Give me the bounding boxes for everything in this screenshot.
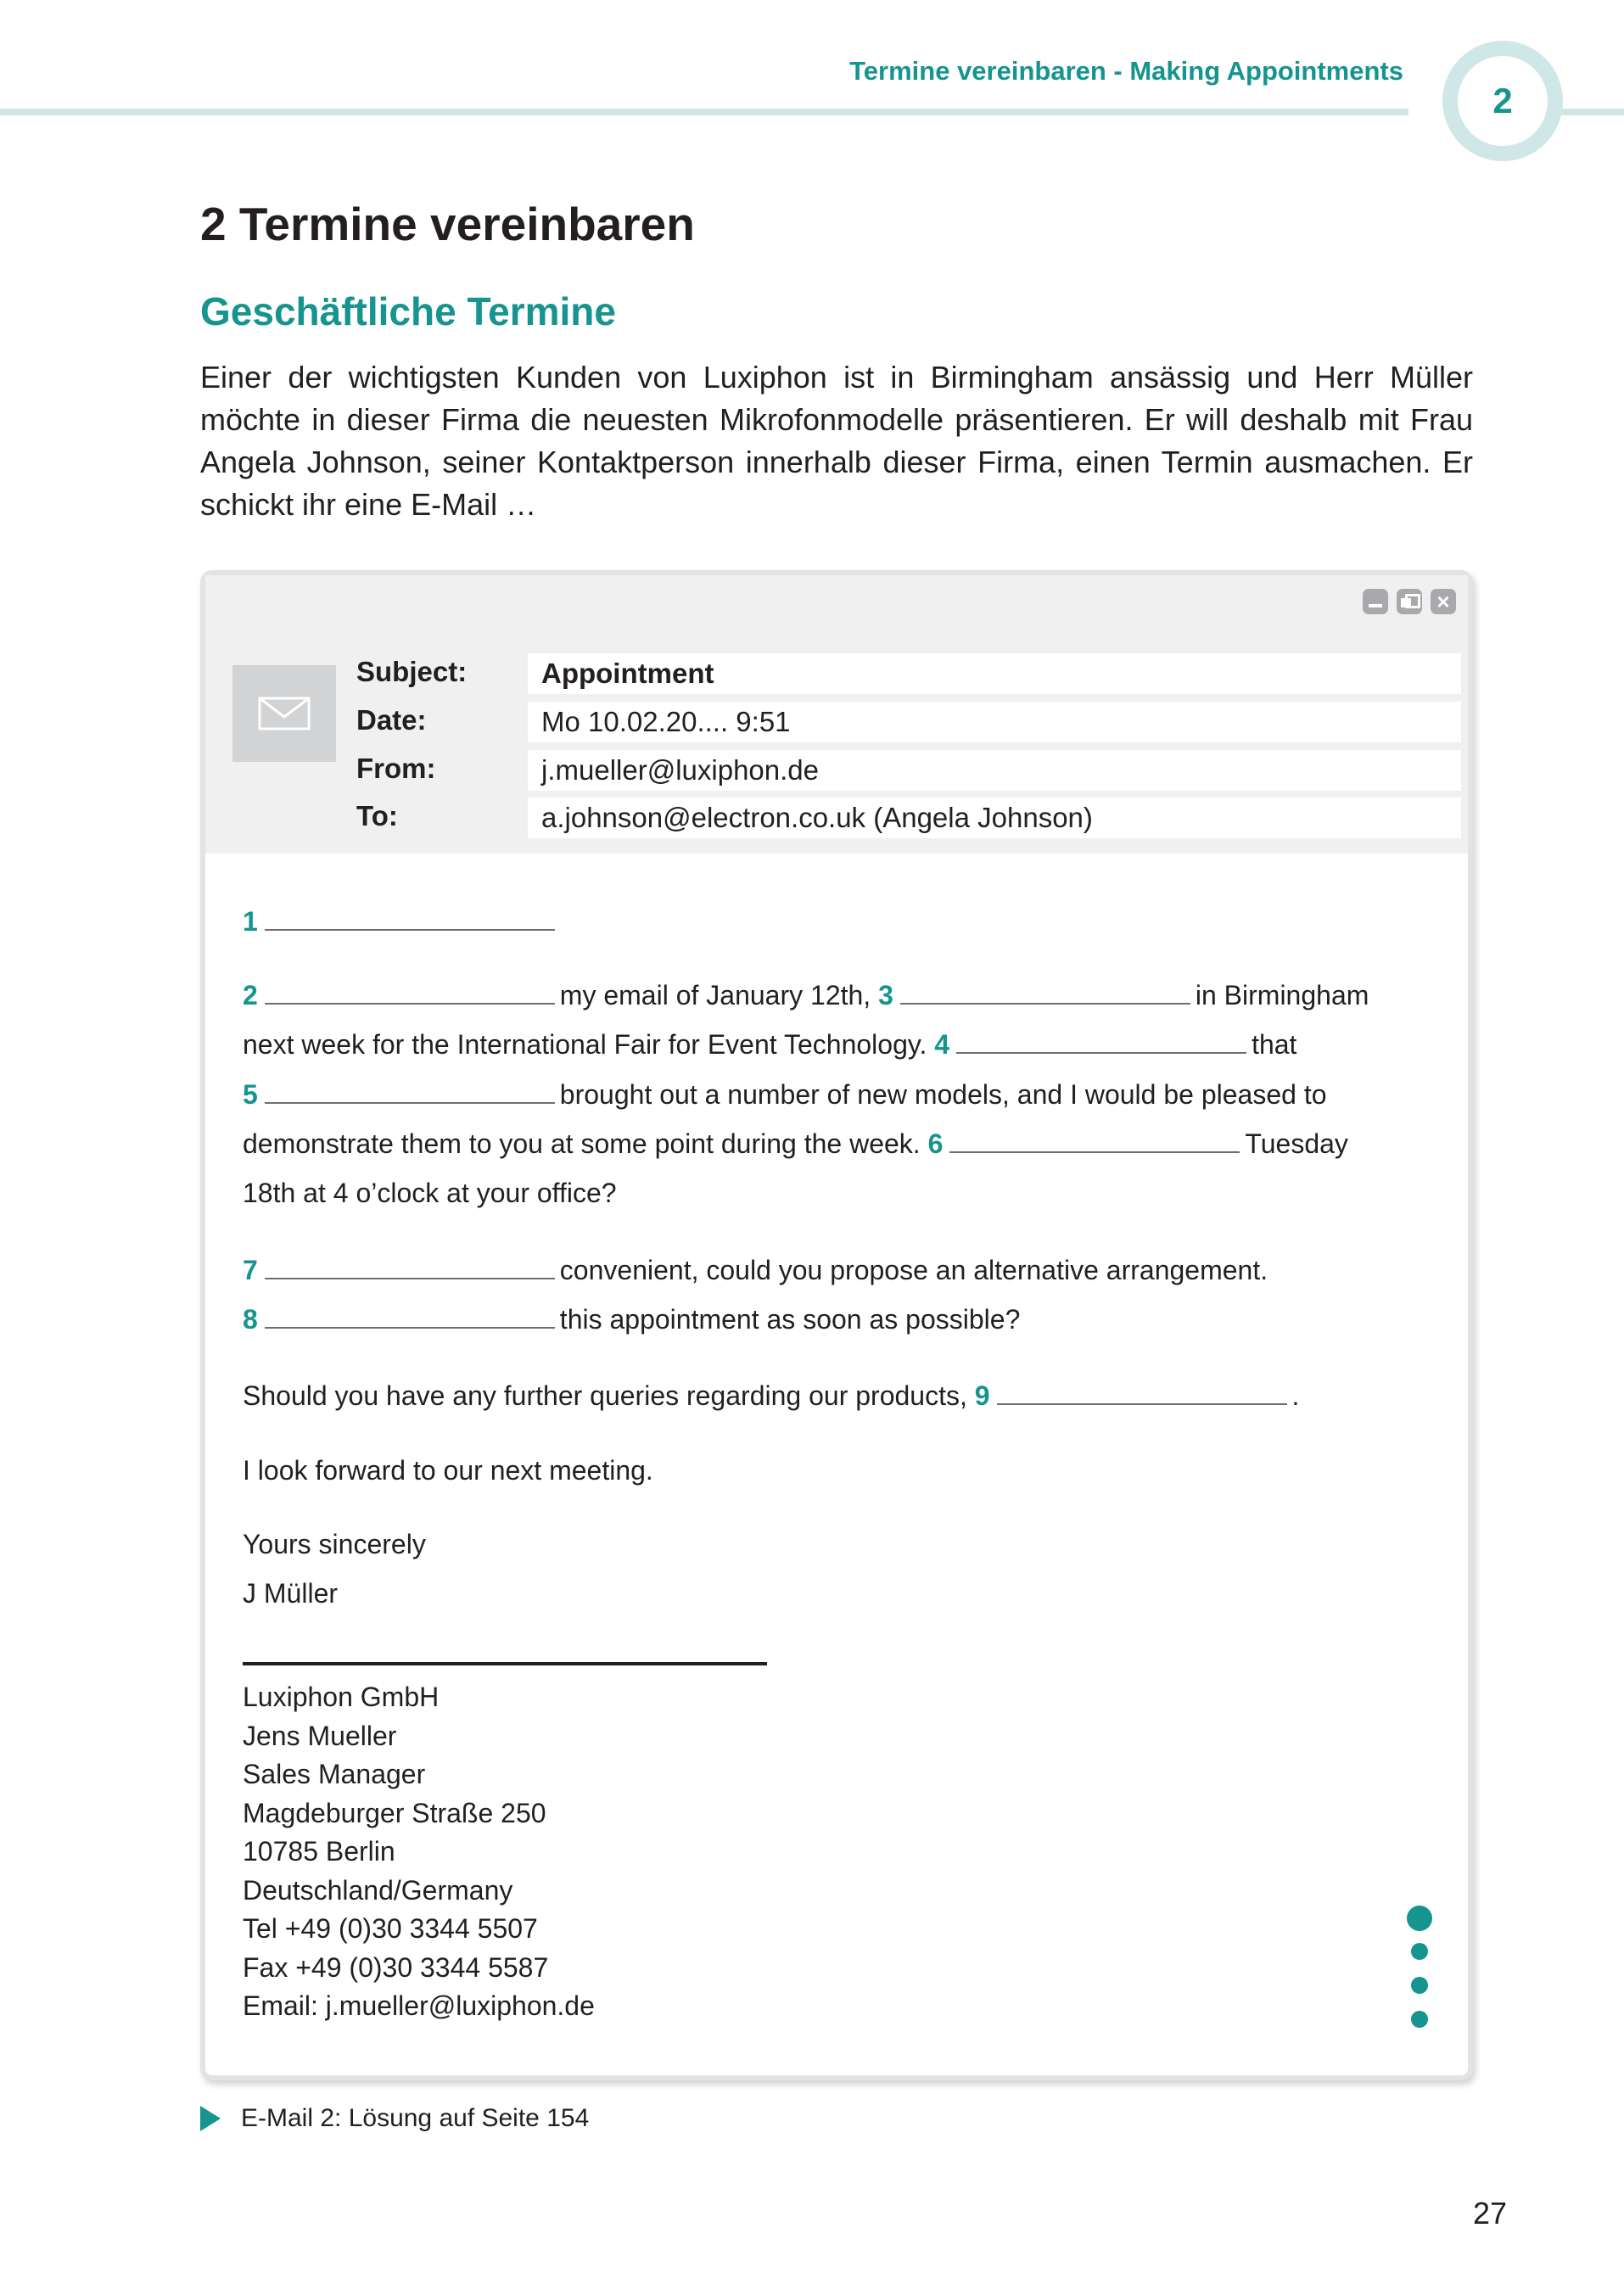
blank-9[interactable] [997,1381,1287,1405]
envelope-icon [232,665,336,762]
envelope-svg [258,697,311,730]
from-value[interactable]: j.mueller@luxiphon.de [528,750,1461,791]
body-line-1 [243,906,560,938]
to-value[interactable]: a.johnson@electron.co.uk (Angela Johnson) [528,798,1461,838]
salutation: Yours sincerely [243,1529,426,1559]
dot-indicator [1411,2011,1428,2028]
close-icon[interactable]: × [1431,589,1456,614]
sender-name: J Müller [243,1578,339,1609]
from-label: From: [356,753,436,784]
solution-reference-text: E-Mail 2: Lösung auf Seite 154 [241,2104,590,2132]
body-text-5: brought out a number of new models, and I would be pleased to [559,1079,1327,1110]
blank-number-4: 4 [934,1029,950,1060]
solution-reference[interactable] [200,2104,589,2133]
date-value[interactable]: Mo 10.02.20.... 9:51 [528,702,1461,742]
subject-value[interactable]: Appointment [528,653,1461,694]
body-text-6: Tuesday [1245,1128,1348,1159]
body-line-3 [243,1029,1296,1061]
intro-paragraph: Einer der wichtigsten Kunden von Luxiphon ist in Birmingham ansässig und Herr Müller möchte in dieser Firma die neuesten Mikrofonmodelle präsentieren. Er will deshalb mit Frau Angela Johnson, seiner Kontaktperson innerhalb dieser Firma, einen Termin ausmachen. Er schickt ihr eine E-Mail … [200,360,1473,522]
chapter-badge [1442,41,1563,161]
blank-number-1: 1 [243,906,258,937]
blank-3[interactable] [900,981,1190,1005]
signature-line: Fax +49 (0)30 3344 5587 [243,1951,549,1983]
chapter-title: 2 Termine vereinbaren [200,198,695,250]
date-label: Date: [356,704,427,736]
blank-1[interactable] [265,907,555,931]
blank-number-5: 5 [243,1079,258,1110]
signature-line: Jens Mueller [243,1720,397,1751]
signature-line: Magdeburger Straße 250 [243,1797,546,1828]
dot-indicator-active [1407,1906,1432,1931]
blank-number-3: 3 [878,980,893,1010]
header-rule [0,109,1408,115]
play-icon [200,2106,221,2131]
email-window [200,570,1473,2080]
body-text-3: in Birmingham [1195,980,1369,1010]
body-text-9-pre: Should you have any further queries regarding our products, [243,1380,967,1411]
blank-number-2: 2 [243,980,258,1010]
signature-line: 10785 Berlin [243,1836,395,1867]
blank-number-9: 9 [974,1380,990,1411]
minimize-icon[interactable] [1363,589,1388,614]
body-text-8: this appointment as soon as possible? [559,1304,1021,1335]
restore-icon[interactable] [1397,589,1422,614]
blank-8[interactable] [265,1305,555,1329]
body-text-4-pre: next week for the International Fair for Event Technology. [243,1029,927,1060]
blank-number-8: 8 [243,1304,258,1335]
body-line-5 [243,1128,1348,1160]
body-text-2: my email of January 12th, [559,980,871,1010]
signature-divider [243,1662,767,1665]
blank-number-7: 7 [243,1255,258,1285]
to-label: To: [356,800,398,831]
signature-line: Email: j.mueller@luxiphon.de [243,1990,595,2021]
blank-6[interactable] [949,1129,1240,1153]
signature-block [243,1678,595,2026]
signature-line: Luxiphon GmbH [243,1682,440,1712]
chapter-number: 2 [1458,56,1548,146]
header-rule-right [1553,109,1624,115]
body-text-6-pre: demonstrate them to you at some point during the week. [243,1128,921,1159]
section-title: Geschäftliche Termine [200,289,616,333]
blank-4[interactable] [956,1030,1246,1054]
body-line-8 [243,1304,1020,1335]
signature-line: Deutschland/Germany [243,1874,513,1906]
email-titlebar [205,575,1468,628]
subject-label: Subject: [356,656,468,687]
body-text-7: convenient, could you propose an alternative arrangement. [559,1255,1268,1285]
closing-line: I look forward to our next meeting. [243,1455,653,1486]
body-text-9: . [1291,1380,1300,1411]
page-number: 27 [1473,2196,1508,2231]
body-line-9 [243,1380,1299,1412]
blank-2[interactable] [265,981,555,1005]
signature-line: Sales Manager [243,1759,426,1789]
body-line-4 [243,1079,1327,1111]
blank-5[interactable] [265,1080,555,1104]
body-line-7 [243,1255,1268,1286]
blank-number-6: 6 [927,1128,944,1159]
dot-indicator [1411,1977,1428,1994]
signature-line: Tel +49 (0)30 3344 5507 [243,1913,538,1944]
body-text-4: that [1252,1029,1297,1060]
body-line-6 [243,1178,617,1209]
dot-indicator [1411,1943,1428,1960]
running-header-title: Termine vereinbaren - Making Appointments [849,56,1403,86]
body-line-2 [243,980,1369,1011]
blank-7[interactable] [265,1256,555,1279]
body-text-6b: 18th at 4 o’clock at your office? [243,1178,617,1208]
